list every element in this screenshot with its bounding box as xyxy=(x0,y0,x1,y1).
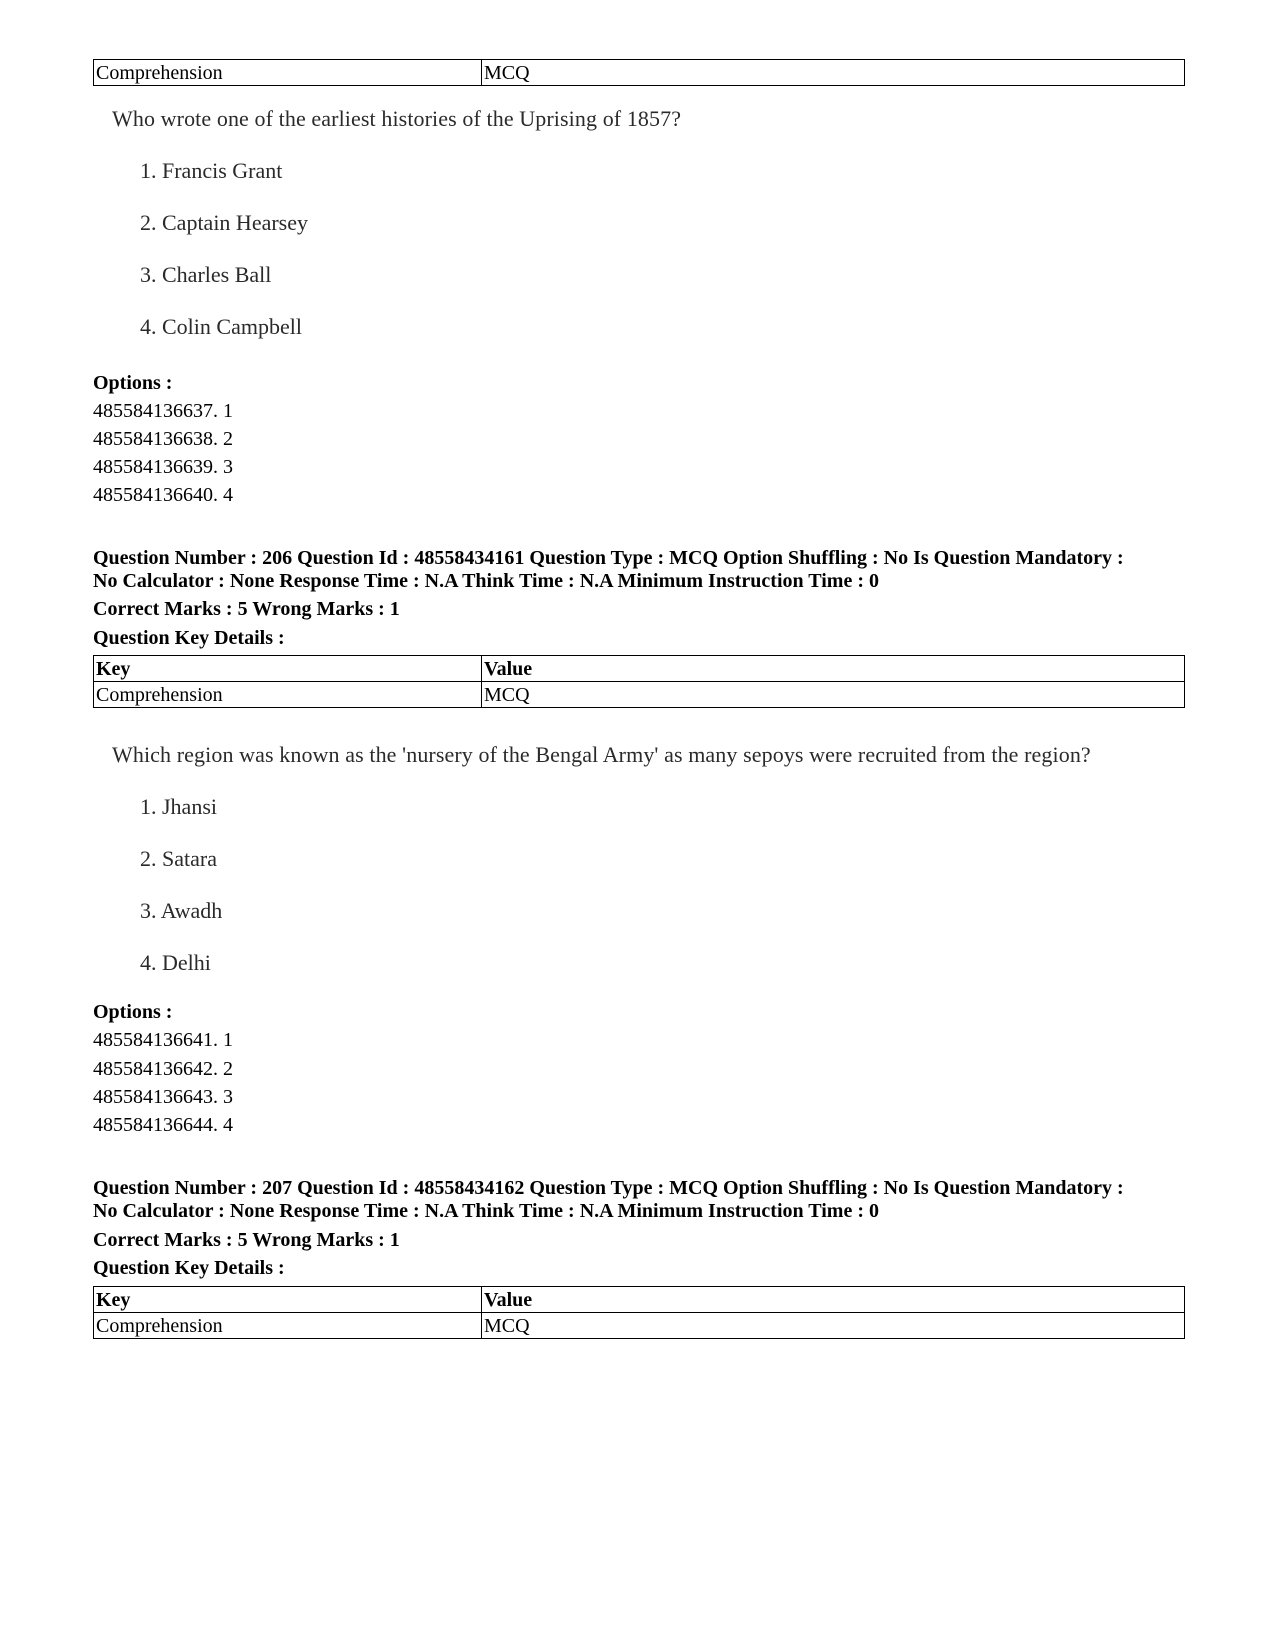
table-cell-value: MCQ xyxy=(482,682,1185,708)
table-row xyxy=(94,60,1185,86)
question-key-table xyxy=(93,655,1185,708)
option-id: 485584136640. 4 xyxy=(93,484,233,506)
question-key-details-label: Question Key Details : xyxy=(93,627,285,649)
question-marks: Correct Marks : 5 Wrong Marks : 1 xyxy=(93,1229,400,1251)
table-row xyxy=(94,682,1185,708)
table-header-row xyxy=(94,656,1185,682)
table-header-value: Value xyxy=(482,1287,1185,1313)
question-key-table xyxy=(93,59,1185,86)
option-id: 485584136641. 1 xyxy=(93,1029,233,1051)
question-meta-line: Question Number : 206 Question Id : 48558434161 Question Type : MCQ Option Shuffling : No Is Question Mandatory : xyxy=(93,547,1124,569)
table-header-key: Key xyxy=(94,1287,482,1313)
options-label: Options : xyxy=(93,1001,173,1023)
table-cell-key: Comprehension xyxy=(94,682,482,708)
option-id: 485584136644. 4 xyxy=(93,1114,233,1136)
question-key-table xyxy=(93,1286,1185,1339)
answer-choice: 4. Delhi xyxy=(140,950,211,975)
table-header-value: Value xyxy=(482,656,1185,682)
question-text: Which region was known as the 'nursery of the Bengal Army' as many sepoys were recruited from the region? xyxy=(112,742,1091,767)
table-cell-value: MCQ xyxy=(482,1313,1185,1339)
options-label: Options : xyxy=(93,372,173,394)
answer-choice: 2. Satara xyxy=(140,846,217,871)
question-meta-line: No Calculator : None Response Time : N.A Think Time : N.A Minimum Instruction Time : 0 xyxy=(93,570,879,592)
answer-choice: 1. Francis Grant xyxy=(140,158,283,183)
answer-choice: 2. Captain Hearsey xyxy=(140,210,308,235)
question-meta-line: Question Number : 207 Question Id : 48558434162 Question Type : MCQ Option Shuffling : No Is Question Mandatory : xyxy=(93,1177,1124,1199)
option-id: 485584136643. 3 xyxy=(93,1086,233,1108)
question-marks: Correct Marks : 5 Wrong Marks : 1 xyxy=(93,598,400,620)
table-header-row xyxy=(94,1287,1185,1313)
answer-choice: 1. Jhansi xyxy=(140,794,217,819)
table-cell-value: MCQ xyxy=(482,60,1185,86)
table-header-key: Key xyxy=(94,656,482,682)
answer-choice: 3. Awadh xyxy=(140,898,223,923)
option-id: 485584136642. 2 xyxy=(93,1058,233,1080)
table-cell-key: Comprehension xyxy=(94,1313,482,1339)
answer-choice: 3. Charles Ball xyxy=(140,262,272,287)
table-row xyxy=(94,1313,1185,1339)
question-key-details-label: Question Key Details : xyxy=(93,1257,285,1279)
option-id: 485584136638. 2 xyxy=(93,428,233,450)
question-text: Who wrote one of the earliest histories of the Uprising of 1857? xyxy=(112,106,682,131)
question-meta-line: No Calculator : None Response Time : N.A Think Time : N.A Minimum Instruction Time : 0 xyxy=(93,1200,879,1222)
option-id: 485584136639. 3 xyxy=(93,456,233,478)
answer-choice: 4. Colin Campbell xyxy=(140,314,302,339)
option-id: 485584136637. 1 xyxy=(93,400,233,422)
table-cell-key: Comprehension xyxy=(94,60,482,86)
